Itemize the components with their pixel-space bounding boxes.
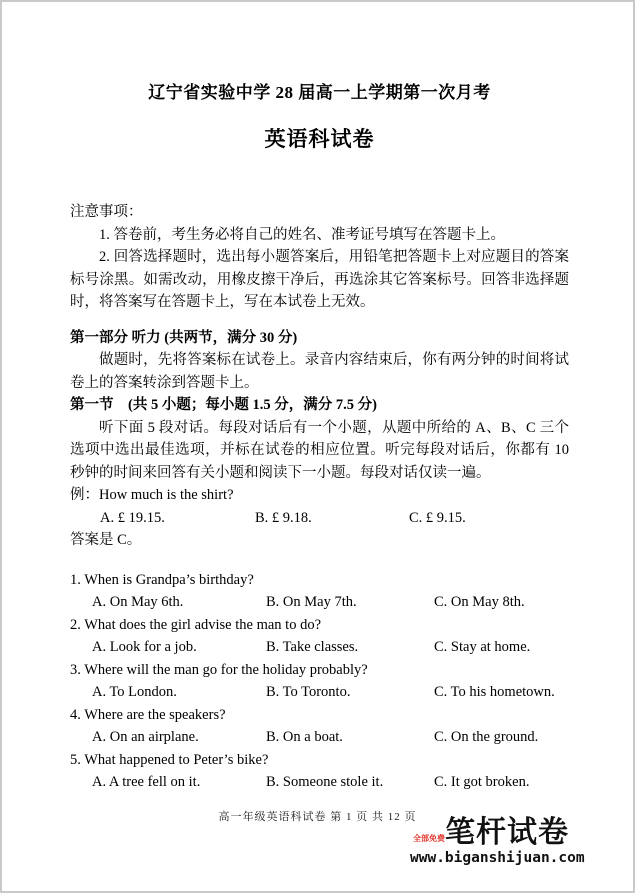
section1-instructions: 听下面 5 段对话。每段对话后有一个小题，从题中所给的 A、B、C 三个选项中选出最佳选项，并标在试卷的相应位置。听完每段对话后，你都有 10 秒钟的时间来回答有关小题和阅读下一小题。每段对话仅读一遍。 — [70, 419, 569, 481]
question-text: 4. Where are the speakers? — [70, 706, 226, 723]
exam-title: 辽宁省实验中学 28 届高一上学期第一次月考 — [148, 83, 491, 102]
question-5 — [70, 749, 569, 794]
exam-subtitle: 英语科试卷 — [264, 128, 375, 151]
question-text: 1. When is Grandpa’s birthday? — [70, 571, 254, 588]
page-footer: 高一年级英语科试卷 第 1 页 共 12 页 — [218, 811, 417, 823]
notice-item-1: 1. 答卷前，考生务必将自己的姓名、准考证号填写在答题卡上。 — [99, 226, 505, 243]
option-c: C. On the ground. — [434, 729, 539, 745]
question-options-row — [70, 636, 569, 659]
page-content — [2, 2, 633, 794]
watermark-brand: 笔杆试卷 — [445, 816, 569, 849]
option-a: A. A tree fell on it. — [92, 774, 201, 790]
part1-heading: 第一部分 听力 (共两节，满分 30 分) — [70, 329, 298, 346]
watermark-tagline: 全部免费 — [413, 834, 445, 843]
example-answer: 答案是 C。 — [70, 532, 142, 548]
option-b: B. Take classes. — [266, 639, 359, 655]
example-prompt: 例：How much is the shirt? — [70, 487, 234, 503]
notice-item-2: 2. 回答选择题时，选出每小题答案后，用铅笔把答题卡上对应题目的答案标号涂黑。如需改动，用橡皮擦干净后，再选涂其它答案标号。回答非选择题时，将答案写在答题卡上，写在本试卷上无效。 — [70, 249, 569, 310]
watermark-url: www.biganshijuan.com — [410, 850, 585, 866]
example-option-c: C. £ 9.15. — [409, 509, 466, 526]
question-text: 5. What happened to Peter’s bike? — [70, 751, 269, 768]
option-b: B. To Toronto. — [266, 684, 351, 700]
example-option-b: B. £ 9.18. — [255, 509, 312, 526]
question-text: 2. What does the girl advise the man to do? — [70, 616, 322, 633]
option-a: A. On May 6th. — [92, 594, 184, 610]
question-3 — [70, 659, 569, 704]
question-options-row — [70, 771, 569, 794]
option-c: C. On May 8th. — [434, 594, 525, 610]
option-a: A. To London. — [92, 684, 177, 700]
question-4 — [70, 704, 569, 749]
notice-heading: 注意事项： — [70, 204, 143, 220]
option-a: A. Look for a job. — [92, 639, 197, 655]
example-option-a: A. £ 19.15. — [100, 509, 165, 526]
example-options-row — [70, 507, 569, 530]
option-c: C. To his hometown. — [434, 684, 555, 700]
spacer — [70, 552, 569, 569]
option-b: B. Someone stole it. — [266, 774, 384, 790]
option-c: C. It got broken. — [434, 774, 530, 790]
question-2 — [70, 614, 569, 659]
question-options-row — [70, 591, 569, 614]
option-b: B. On May 7th. — [266, 594, 357, 610]
option-c: C. Stay at home. — [434, 639, 531, 655]
option-b: B. On a boat. — [266, 729, 343, 745]
part1-instructions: 做题时，先将答案标在试卷上。录音内容结束后，你有两分钟的时间将试卷上的答案转涂到答题卡上。 — [70, 352, 569, 391]
watermark-brand-row — [410, 818, 596, 848]
watermark — [410, 818, 596, 867]
question-text: 3. Where will the man go for the holiday probably? — [70, 661, 368, 678]
question-options-row — [70, 726, 569, 749]
question-options-row — [70, 681, 569, 704]
spacer — [70, 314, 569, 327]
option-a: A. On an airplane. — [92, 729, 199, 745]
section1-heading: 第一节 (共 5 小题；每小题 1.5 分，满分 7.5 分) — [70, 397, 377, 413]
question-1 — [70, 569, 569, 614]
